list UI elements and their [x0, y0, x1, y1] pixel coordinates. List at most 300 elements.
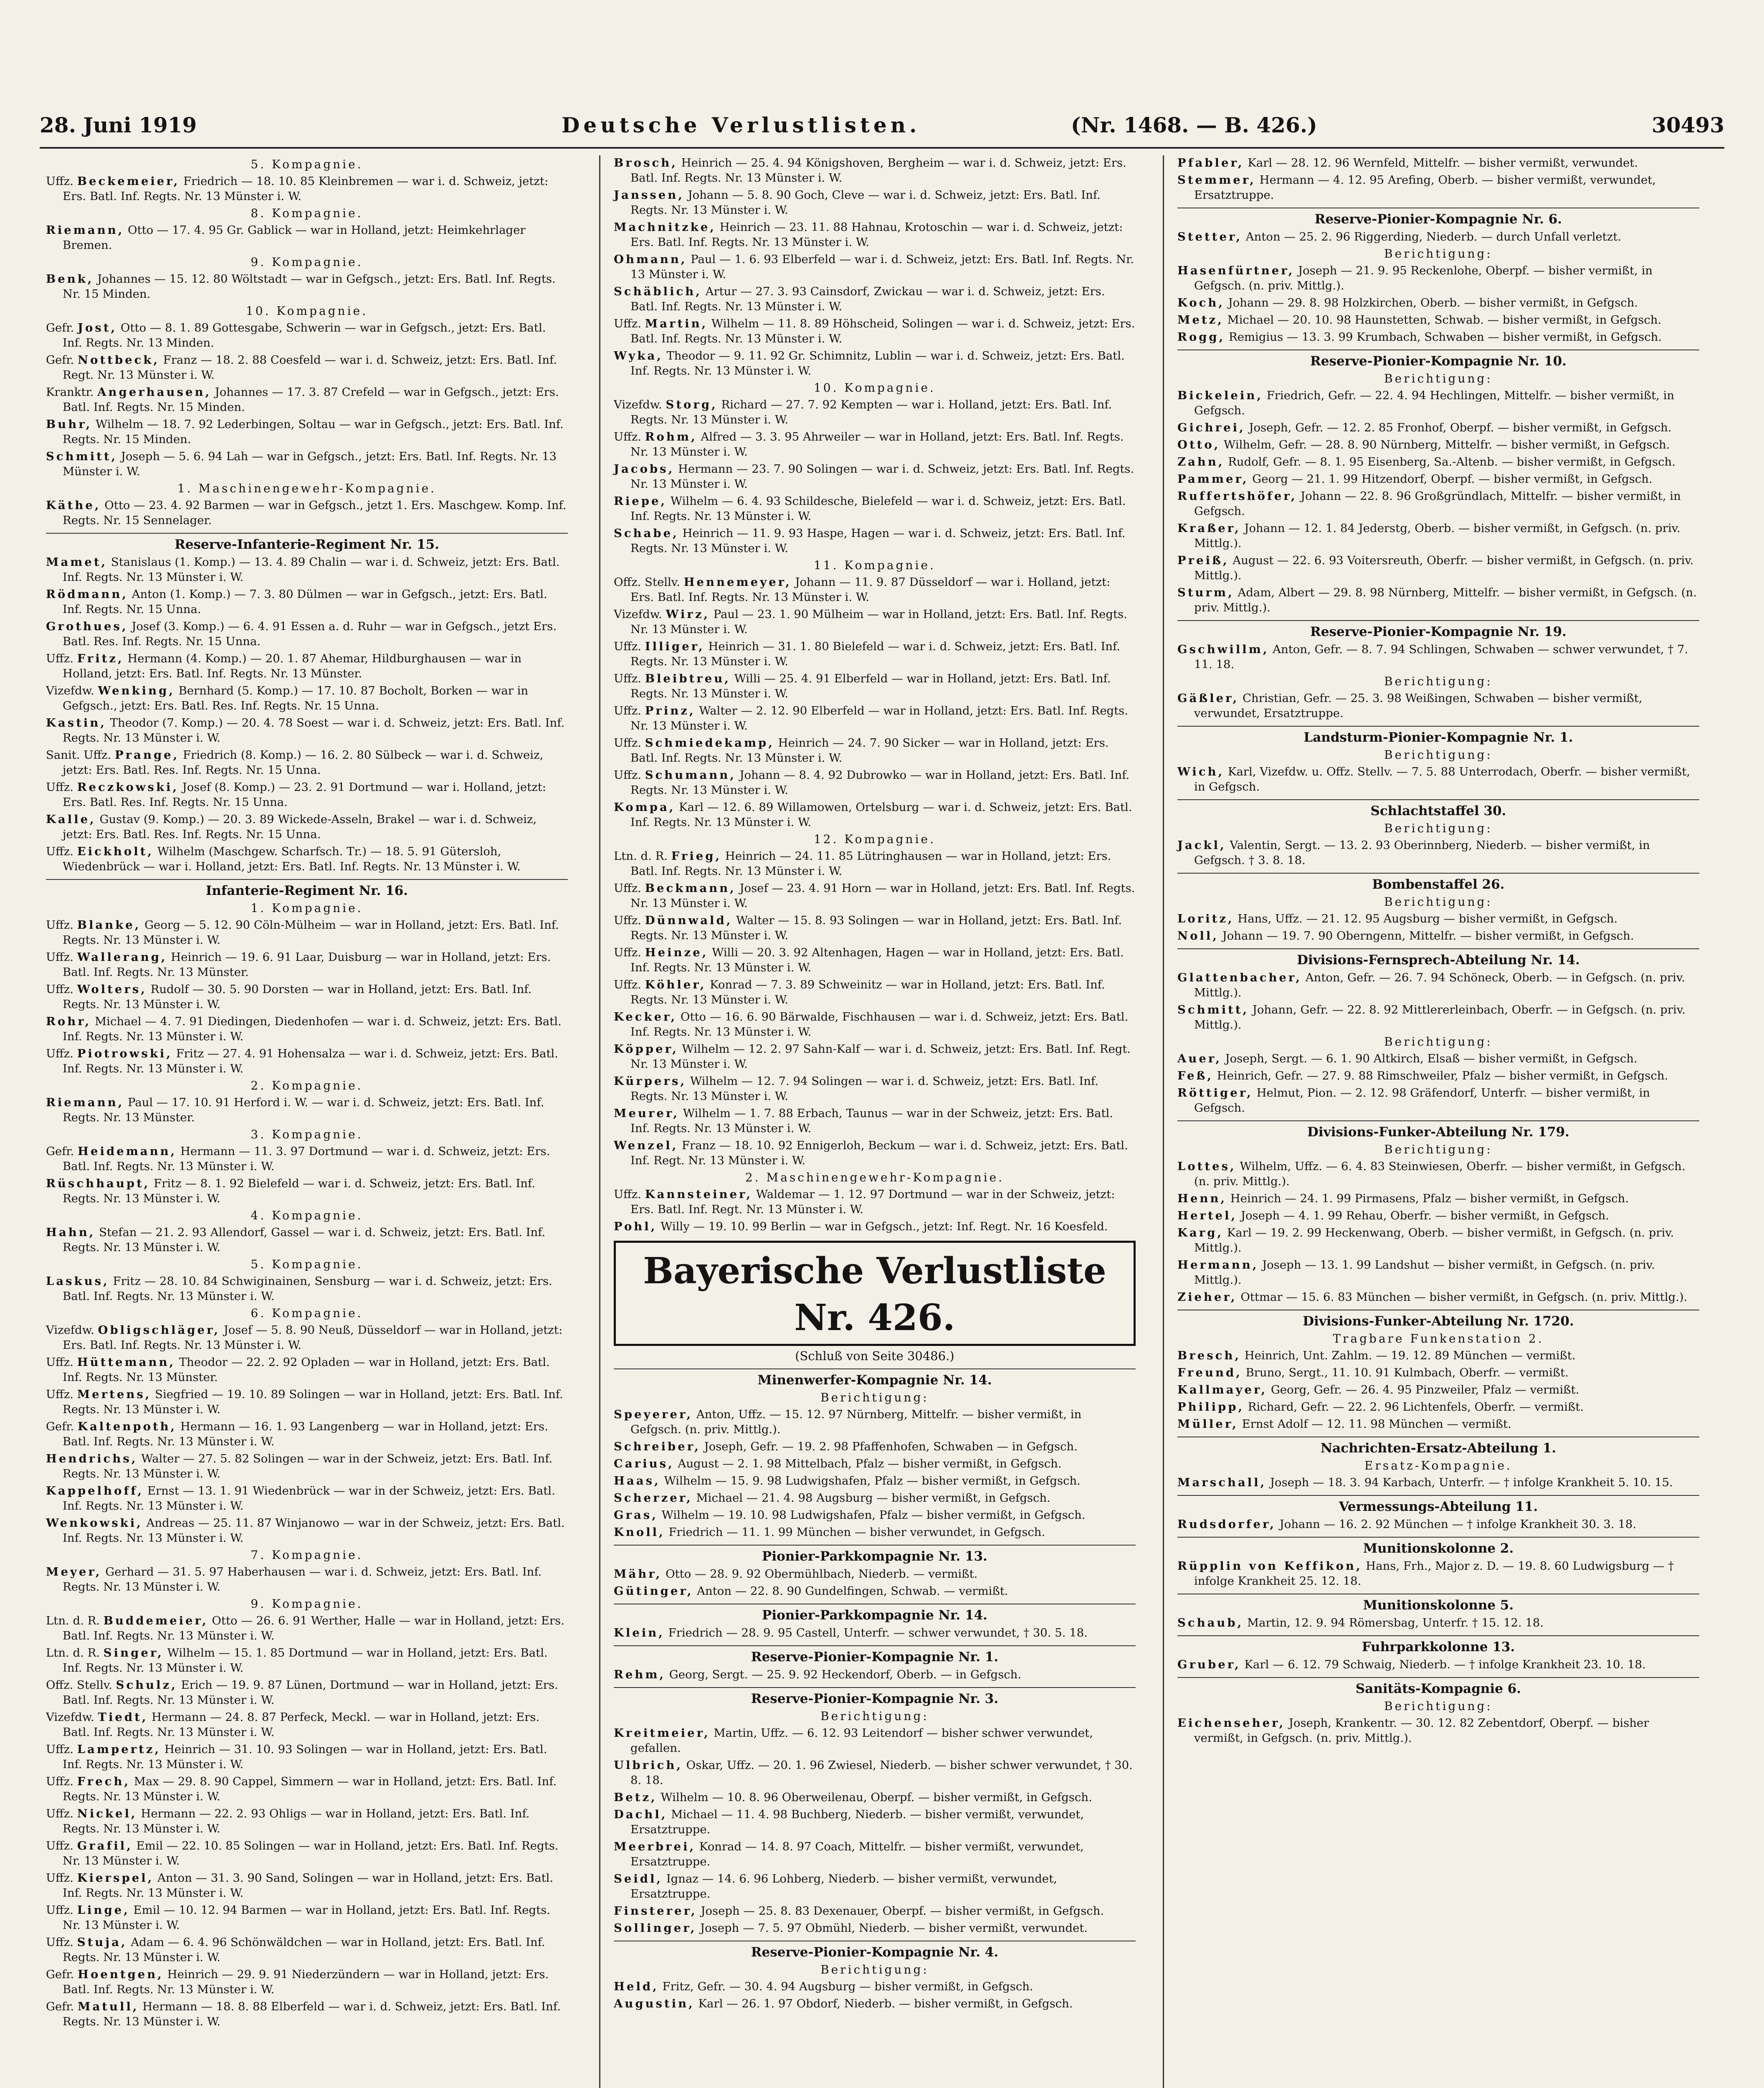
subsection-heading: Berichtigung: — [820, 1709, 929, 1723]
entry-details: Willi — 20. 3. 92 Altenhagen, Hagen — war in Holland, jetzt: Ers. Batl. Inf. Regts. Nr. 13 Münster i. W. — [630, 946, 1124, 974]
casualty-entry — [1177, 1085, 1699, 1115]
entry-name: Tiedt, — [98, 1710, 148, 1724]
entry-name: Zieher, — [1177, 1290, 1237, 1304]
entry-name: Brosch, — [614, 156, 678, 170]
entry-details: Anton, Uffz. — 15. 12. 97 Nürnberg, Mittelfr. — bisher vermißt, in Gefgsch. (n. priv. Mittlg.). — [630, 1408, 1082, 1436]
casualty-entry — [1177, 1290, 1699, 1305]
entry-details: Adam — 6. 4. 96 Schönwäldchen — war in Holland, jetzt: Ers. Batl. Inf. Regts. Nr. 13 Münster i. W. — [63, 1936, 545, 1964]
casualty-entry — [614, 1009, 1136, 1039]
casualty-entry — [614, 913, 1136, 943]
entry-details: Rudolf — 30. 5. 90 Dorsten — war in Holland, jetzt: Ers. Batl. Inf. Regts. Nr. 13 Münster i. W. — [63, 983, 532, 1011]
entry-rank: Uffz. — [614, 882, 641, 895]
entry-details: Friedrich — 28. 9. 95 Castell, Unterfr. — schwer verwundet, † 30. 5. 18. — [668, 1626, 1088, 1639]
entry-details: Ignaz — 14. 6. 96 Lohberg, Niederb. — bisher vermißt, verwundet, Ersatztruppe. — [630, 1872, 1057, 1900]
casualty-entry — [46, 1710, 568, 1740]
casualty-entry — [46, 271, 568, 302]
casualty-entry — [46, 417, 568, 447]
subsection-heading: 8. Kompagnie. — [251, 206, 363, 220]
entry-name: Stuja, — [77, 1936, 127, 1949]
entry-name: Mähr, — [614, 1567, 662, 1581]
entry-name: Schulz, — [116, 1678, 177, 1692]
entry-details: Konrad — 14. 8. 97 Coach, Mittelfr. — bisher vermißt, verwundet, Ersatztruppe. — [630, 1840, 1084, 1868]
entry-name: Janssen, — [614, 188, 684, 202]
entry-details: Konrad — 7. 3. 89 Schweinitz — war in Holland, jetzt: Ers. Batl. Inf. Regts. Nr. 13 Münster i. W. — [630, 978, 1105, 1006]
entry-details: Wilhelm, Gefr. — 28. 8. 90 Nürnberg, Mittelfr. — bisher vermißt, in Gefgsch. — [1224, 438, 1670, 451]
casualty-entry — [46, 1742, 568, 1772]
casualty-entry — [614, 639, 1136, 669]
subsection-heading: 12. Kompagnie. — [813, 832, 936, 846]
header-date: 28. Juni 1919 — [40, 113, 197, 137]
entry-rank: Uffz. — [614, 946, 641, 959]
casualty-entry — [614, 800, 1136, 830]
casualty-entry — [614, 1407, 1136, 1437]
section-heading: Bombenstaffel 26. — [1177, 873, 1699, 892]
casualty-entry — [1177, 489, 1699, 519]
entry-name: Pohl, — [614, 1220, 657, 1233]
casualty-entry — [1177, 420, 1699, 435]
column-3 — [1177, 155, 1699, 1748]
entry-name: Betz, — [614, 1791, 657, 1804]
entry-details: Gustav (9. Komp.) — 20. 3. 89 Wickede-Asseln, Brakel — war i. d. Schweiz, jetzt: Ers. Batl. Res. Inf. Regts. Nr. 15 Unna. — [63, 813, 537, 841]
casualty-entry — [614, 1219, 1136, 1234]
entry-name: Jacobs, — [614, 462, 675, 476]
entry-name: Haas, — [614, 1474, 661, 1487]
casualty-entry — [614, 1807, 1136, 1837]
subsection-heading: 2. Maschinengewehr-Kompagnie. — [745, 1171, 1005, 1184]
entry-name: Frech, — [77, 1775, 131, 1788]
entry-rank: Uffz. — [46, 1743, 73, 1756]
entry-rank: Gefr. — [46, 1145, 74, 1158]
entry-rank: Uffz. — [46, 1356, 73, 1369]
entry-details: Michael — 21. 4. 98 Augsburg — bisher vermißt, in Gefgsch. — [696, 1491, 1050, 1505]
entry-rank: Gefr. — [46, 2000, 74, 2013]
entry-rank: Uffz. — [614, 704, 641, 717]
entry-details: Otto — 17. 4. 95 Gr. Gablick — war in Holland, jetzt: Heimkehrlager Bremen. — [63, 223, 526, 252]
entry-name: Feß, — [1177, 1069, 1213, 1082]
entry-name: Noll, — [1177, 929, 1219, 943]
casualty-entry — [46, 1903, 568, 1933]
entry-name: Kompa, — [614, 801, 676, 814]
entry-name: Preiß, — [1177, 554, 1229, 567]
subsection-heading: Berichtigung: — [1384, 1699, 1493, 1713]
entry-name: Kastin, — [46, 716, 106, 730]
subsection-heading: 10. Kompagnie. — [245, 304, 368, 318]
casualty-entry — [46, 1838, 568, 1868]
entry-details: Theodor (7. Komp.) — 20. 4. 78 Soest — war i. d. Schweiz, jetzt: Ers. Batl. Inf. Regts. Nr. 13 Münster i. W. — [63, 716, 565, 745]
entry-details: Martin, 12. 9. 94 Römersbag, Unterfr. † 15. 12. 18. — [1247, 1616, 1544, 1629]
entry-details: Joseph — 13. 1. 99 Landshut — bisher vermißt, in Gefgsch. (n. priv. Mittlg.). — [1194, 1258, 1655, 1287]
entry-details: Emil — 22. 10. 85 Solingen — war in Holland, jetzt: Ers. Batl. Inf. Regts. Nr. 13 Münster i. W. — [63, 1839, 559, 1868]
casualty-entry — [614, 735, 1136, 765]
casualty-entry — [46, 174, 568, 204]
casualty-entry — [46, 917, 568, 948]
entry-name: Scherzer, — [614, 1491, 693, 1505]
entry-rank: Uffz. — [46, 1807, 73, 1820]
entry-details: Joseph — 4. 1. 99 Rehau, Oberfr. — bisher vermißt, in Gefgsch. — [1240, 1209, 1610, 1222]
list-title-box: Bayerische Verlustliste Nr. 426. — [614, 1241, 1136, 1346]
casualty-entry — [46, 950, 568, 980]
entry-details: Anton — 22. 8. 90 Gundelfingen, Schwab. — vermißt. — [697, 1584, 1008, 1598]
page-header — [40, 113, 1724, 150]
entry-name: Auer, — [1177, 1052, 1222, 1065]
subsection-heading: Berichtigung: — [1384, 748, 1493, 762]
casualty-entry — [614, 526, 1136, 556]
entry-name: Prinz, — [645, 704, 696, 717]
subsection-heading: Berichtigung: — [1384, 372, 1493, 385]
entry-details: Rudolf, Gefr. — 8. 1. 95 Eisenberg, Sa.-Altenb. — bisher vermißt, in Gefgsch. — [1228, 455, 1675, 469]
casualty-entry — [614, 977, 1136, 1007]
entry-name: Riepe, — [614, 494, 667, 508]
entry-details: Ottmar — 15. 6. 83 München — bisher vermißt, in Gefgsch. (n. priv. Mittlg.). — [1240, 1290, 1688, 1304]
entry-name: Beckmann, — [645, 882, 736, 895]
casualty-entry — [614, 1106, 1136, 1136]
casualty-entry — [46, 1645, 568, 1675]
entry-details: Karl — 26. 1. 97 Obdorf, Niederb. — bisher vermißt, in Gefgsch. — [698, 1997, 1073, 2010]
casualty-entry — [1177, 521, 1699, 551]
entry-details: Josef — 5. 8. 90 Neuß, Düsseldorf — war in Holland, jetzt: Ers. Batl. Inf. Regts. Nr. 13 Münster i. W. — [63, 1323, 563, 1352]
casualty-entry — [614, 1566, 1136, 1581]
entry-details: Otto — 28. 9. 92 Obermühlbach, Niederb. — vermißt. — [666, 1567, 978, 1581]
section-heading: Divisions-Funker-Abteilung Nr. 1720. — [1177, 1310, 1699, 1329]
entry-name: Frieg, — [671, 849, 722, 863]
section-heading: Infanterie-Regiment Nr. 16. — [46, 879, 568, 898]
entry-details: Ernst — 13. 1. 91 Wiedenbrück — war in der Schweiz, jetzt: Ers. Batl. Inf. Regts. Nr. 13 Münster i. W. — [63, 1484, 555, 1513]
entry-name: Rehm, — [614, 1668, 666, 1681]
casualty-entry — [614, 1456, 1136, 1471]
entry-name: Philipp, — [1177, 1400, 1245, 1414]
subsection-heading: 5. Kompagnie. — [251, 157, 363, 171]
entry-name: Mamet, — [46, 555, 108, 569]
entry-details: Anton — 31. 3. 90 Sand, Solingen — war in Holland, jetzt: Ers. Batl. Inf. Regts. Nr. 13 Münster i. W. — [63, 1871, 554, 1900]
casualty-entry — [1177, 1208, 1699, 1223]
entry-details: Hermann (4. Komp.) — 20. 1. 87 Ahemar, Hildburghausen — war in Holland, jetzt: Ers. Batl. Inf. Regts. Nr. 13 Münster. — [63, 652, 522, 680]
entry-details: Georg — 5. 12. 90 Cöln-Mülheim — war in Holland, jetzt: Ers. Batl. Inf. Regts. Nr. 13 Münster i. W. — [63, 918, 559, 947]
casualty-entry — [46, 1387, 568, 1417]
casualty-entry — [46, 587, 568, 617]
entry-rank: Gefr. — [46, 321, 74, 334]
entry-rank: Vizefdw. — [614, 608, 662, 621]
entry-name: Schumann, — [645, 768, 736, 782]
entry-rank: Uffz. — [46, 845, 73, 858]
casualty-entry — [46, 1176, 568, 1206]
entry-details: Wilhelm — 12. 7. 94 Solingen — war i. d. Schweiz, jetzt: Ers. Batl. Inf. Regts. Nr. 13 Münster i. W. — [630, 1074, 1098, 1103]
entry-rank: Uffz. — [46, 950, 73, 964]
entry-rank: Uffz. — [46, 983, 73, 996]
entry-rank: Kranktr. — [46, 385, 94, 399]
entry-name: Held, — [614, 1980, 659, 1993]
section-heading: Vermessungs-Abteilung 11. — [1177, 1495, 1699, 1514]
entry-details: Hermann — 22. 2. 93 Ohligs — war in Holland, jetzt: Ers. Batl. Inf. Regts. Nr. 13 Münster i. W. — [63, 1807, 530, 1835]
casualty-entry — [614, 1625, 1136, 1640]
entry-rank: Ltn. d. R. — [46, 1646, 100, 1660]
entry-rank: Gefr. — [46, 1420, 74, 1433]
entry-details: Wilhelm — 15. 9. 98 Ludwigshafen, Pfalz — bisher vermißt, in Gefgsch. — [664, 1474, 1081, 1487]
entry-details: Stefan — 21. 2. 93 Allendorf, Gassel — war i. d. Schweiz, jetzt: Ers. Batl. Inf. Regts. Nr. 13 Münster i. W. — [63, 1226, 546, 1254]
casualty-entry — [1177, 970, 1699, 1000]
casualty-entry — [1177, 454, 1699, 469]
entry-details: Bernhard (5. Komp.) — 17. 10. 87 Bocholt, Borken — war in Gefgsch., jetzt: Ers. Batl. Res. Inf. Regts. Nr. 15 Unna. — [63, 684, 529, 712]
entry-name: Hertel, — [1177, 1209, 1238, 1222]
subsection-heading: 3. Kompagnie. — [251, 1128, 363, 1141]
entry-rank: Ltn. d. R. — [614, 849, 668, 863]
entry-name: Wirz, — [666, 608, 710, 621]
casualty-entry — [1177, 764, 1699, 794]
entry-details: Karl — 28. 12. 96 Wernfeld, Mittelfr. — bisher vermißt, verwundet. — [1248, 156, 1638, 170]
entry-details: Waldemar — 1. 12. 97 Dortmund — war in der Schweiz, jetzt: Ers. Batl. Inf. Regt. Nr. 13 Münster i. W. — [630, 1188, 1115, 1216]
subsection-heading: Berichtigung: — [1384, 1143, 1493, 1156]
entry-name: Nickel, — [77, 1807, 137, 1820]
column-1 — [46, 155, 568, 2031]
entry-rank: Uffz. — [614, 1188, 641, 1201]
casualty-entry — [614, 220, 1136, 250]
entry-rank: Ltn. d. R. — [46, 1614, 100, 1627]
subsection-heading: 5. Kompagnie. — [251, 1257, 363, 1271]
casualty-entry — [614, 284, 1136, 314]
entry-rank: Uffz. — [614, 768, 641, 782]
casualty-entry — [46, 1515, 568, 1546]
entry-details: Joseph — 25. 8. 83 Dexenauer, Oberpf. — bisher vermißt, in Gefgsch. — [701, 1904, 1104, 1918]
section-heading: Reserve-Pionier-Kompagnie Nr. 10. — [1177, 350, 1699, 369]
entry-name: Rohr, — [46, 1015, 91, 1028]
entry-rank: Uffz. — [46, 1936, 73, 1949]
entry-details: Johann — 8. 4. 92 Dubrowko — war in Holland, jetzt: Ers. Batl. Inf. Regts. Nr. 13 Münster i. W. — [630, 768, 1130, 797]
casualty-entry — [46, 352, 568, 383]
header-rule — [40, 147, 1724, 149]
section-heading: Munitionskolonne 5. — [1177, 1594, 1699, 1613]
casualty-entry — [614, 348, 1136, 378]
casualty-entry — [46, 449, 568, 479]
subsection-heading: 11. Kompagnie. — [813, 558, 936, 572]
casualty-entry — [1177, 1615, 1699, 1630]
header-title: Deutsche Verlustlisten. — [562, 113, 921, 137]
entry-details: Heinrich — 29. 9. 91 Niederzündern — war in Holland, jetzt: Ers. Batl. Inf. Regts. Nr. 13 Münster i. W. — [63, 1968, 549, 1996]
section-heading: Minenwerfer-Kompagnie Nr. 14. — [614, 1368, 1136, 1388]
entry-details: Otto — 26. 6. 91 Werther, Halle — war in Holland, jetzt: Ers. Batl. Inf. Regts. Nr. 13 Münster i. W. — [63, 1614, 564, 1642]
entry-details: Karl — 12. 6. 89 Willamowen, Ortelsburg — war i. d. Schweiz, jetzt: Ers. Batl. Inf. Regts. Nr. 13 Münster i. W. — [630, 801, 1132, 829]
entry-rank: Uffz. — [46, 652, 73, 665]
entry-name: Kraßer, — [1177, 522, 1241, 535]
entry-details: Bruno, Sergt., 11. 10. 91 Kulmbach, Oberfr. — vermißt. — [1245, 1366, 1569, 1379]
entry-name: Müller, — [1177, 1417, 1238, 1431]
casualty-entry — [46, 320, 568, 350]
entry-name: Freund, — [1177, 1366, 1242, 1379]
subsection-heading: Ersatz-Kompagnie. — [1364, 1459, 1512, 1472]
casualty-entry — [1177, 1002, 1699, 1032]
subsection-heading: Berichtigung: — [1384, 247, 1493, 261]
entry-name: Wenzel, — [614, 1139, 678, 1152]
entry-rank: Uffz. — [46, 1047, 73, 1060]
casualty-entry — [1177, 1517, 1699, 1532]
subsection-heading: Tragbare Funkenstation 2. — [1333, 1332, 1544, 1346]
entry-details: Wilhelm — 6. 4. 93 Schildesche, Bielefeld — war i. d. Schweiz, jetzt: Ers. Batl. Inf. Regts. Nr. 13 Münster i. W. — [630, 494, 1126, 523]
entry-name: Karg, — [1177, 1226, 1224, 1239]
casualty-entry — [46, 1870, 568, 1900]
subsection-heading: 10. Kompagnie. — [813, 381, 936, 395]
casualty-entry — [614, 1138, 1136, 1168]
entry-name: Finsterer, — [614, 1904, 697, 1918]
entry-name: Grafil, — [77, 1839, 133, 1852]
casualty-entry — [46, 1483, 568, 1513]
entry-details: Johann — 29. 8. 98 Holzkirchen, Oberb. — bisher vermißt, in Gefgsch. — [1228, 296, 1638, 309]
entry-name: Rüpplin von Keffikon, — [1177, 1559, 1362, 1573]
entry-rank: Uffz. — [614, 672, 641, 685]
entry-name: Eichenseher, — [1177, 1716, 1286, 1730]
entry-name: Carius, — [614, 1457, 674, 1470]
entry-details: Fritz — 28. 10. 84 Schwiginainen, Sensburg — war i. d. Schweiz, jetzt: Ers. Batl. Inf. Regts. Nr. 13 Münster i. W. — [63, 1275, 552, 1303]
casualty-entry — [614, 1758, 1136, 1788]
entry-details: Heinrich, Gefr. — 27. 9. 88 Rimschweiler, Pfalz — bisher vermißt, in Gefgsch. — [1217, 1069, 1668, 1082]
casualty-entry — [46, 223, 568, 253]
entry-details: Fritz — 27. 4. 91 Hohensalza — war i. d. Schweiz, jetzt: Ers. Batl. Inf. Regts. Nr. 13 Münster i. W. — [63, 1047, 558, 1075]
entry-name: Benk, — [46, 272, 94, 286]
entry-name: Marschall, — [1177, 1476, 1267, 1489]
section-heading: Reserve-Infanterie-Regiment Nr. 15. — [46, 533, 568, 552]
entry-details: Anton, Gefr. — 8. 7. 94 Schlingen, Schwaben — schwer verwundet, † 7. 11. 18. — [1194, 643, 1688, 671]
subsection-heading: 9. Kompagnie. — [251, 255, 363, 269]
casualty-entry — [46, 1095, 568, 1125]
entry-details: Wilhelm, Uffz. — 6. 4. 83 Steinwiesen, Oberfr. — bisher vermißt, in Gefgsch. (n. priv. Mittlg.). — [1194, 1160, 1686, 1188]
entry-details: Otto — 23. 4. 92 Barmen — war in Gefgsch., jetzt 1. Ers. Maschgew. Komp. Inf. Regts. Nr. 15 Sennelager. — [63, 499, 567, 527]
casualty-entry — [46, 1323, 568, 1353]
entry-name: Meerbrei, — [614, 1840, 696, 1853]
entry-details: Wilhelm — 18. 7. 92 Lederbingen, Soltau — war in Gefgsch., jetzt: Ers. Batl. Inf. Regts. Nr. 15 Minden. — [63, 418, 564, 446]
entry-details: Artur — 27. 3. 93 Cainsdorf, Zwickau — war i. d. Schweiz, jetzt: Ers. Batl. Inf. Regts. Nr. 13 Münster i. W. — [630, 285, 1105, 313]
entry-details: Johannes — 17. 3. 87 Crefeld — war in Gefgsch., jetzt: Ers. Batl. Inf. Regts. Nr. 15 Minden. — [63, 385, 559, 414]
entry-name: Heidemann, — [78, 1145, 177, 1158]
entry-rank: Gefr. — [46, 1968, 74, 1981]
entry-details: Hermann — 11. 3. 97 Dortmund — war i. d. Schweiz, jetzt: Ers. Batl. Inf. Regts. Nr. 13 Münster i. W. — [63, 1145, 550, 1173]
entry-name: Blanke, — [77, 918, 141, 932]
casualty-entry — [614, 252, 1136, 282]
entry-name: Reczkowski, — [77, 780, 179, 794]
casualty-entry — [46, 1677, 568, 1708]
entry-name: Ohmann, — [614, 253, 687, 266]
entry-rank: Uffz. — [46, 1388, 73, 1401]
entry-details: August — 22. 6. 93 Voitersreuth, Oberfr. — bisher vermißt, in Gefgsch. (n. priv. Mittlg.). — [1194, 554, 1694, 582]
entry-details: Georg, Sergt. — 25. 9. 92 Heckendorf, Oberb. — in Gefgsch. — [669, 1668, 1022, 1681]
casualty-entry — [46, 1014, 568, 1044]
section-heading: Nachrichten-Ersatz-Abteilung 1. — [1177, 1437, 1699, 1456]
entry-rank: Uffz. — [46, 1839, 73, 1852]
entry-name: Dünnwald, — [645, 914, 733, 927]
casualty-entry — [1177, 263, 1699, 293]
section-heading: Pionier-Parkkompagnie Nr. 13. — [614, 1545, 1136, 1564]
entry-name: Buddemeier, — [103, 1614, 208, 1627]
entry-details: Heinrich — 25. 4. 94 Königshoven, Bergheim — war i. d. Schweiz, jetzt: Ers. Batl. Inf. Regts. Nr. 13 Münster i. W. — [630, 156, 1126, 185]
entry-details: Heinrich — 11. 9. 93 Haspe, Hagen — war i. d. Schweiz, jetzt: Ers. Batl. Inf. Regts. Nr. 13 Münster i. W. — [630, 527, 1126, 555]
section-heading: Divisions-Funker-Abteilung Nr. 179. — [1177, 1120, 1699, 1140]
casualty-entry — [614, 849, 1136, 879]
casualty-entry — [1177, 229, 1699, 244]
entry-details: Johann — 22. 8. 96 Großgründlach, Mittelfr. — bisher vermißt, in Gefgsch. — [1194, 489, 1681, 518]
entry-details: Martin, Uffz. — 6. 12. 93 Leitendorf — bisher schwer verwundet, gefallen. — [630, 1726, 1093, 1755]
subsection-heading: 4. Kompagnie. — [251, 1209, 363, 1222]
entry-name: Kannsteiner, — [645, 1188, 753, 1201]
entry-name: Wyka, — [614, 349, 663, 362]
entry-name: Lampertz, — [77, 1743, 161, 1756]
continuation-note: (Schluß von Seite 30486.) — [795, 1349, 954, 1363]
entry-name: Linge, — [77, 1903, 130, 1917]
casualty-entry — [46, 1046, 568, 1076]
entry-name: Meurer, — [614, 1107, 679, 1120]
entry-name: Hendrichs, — [46, 1452, 138, 1465]
entry-details: Johann — 5. 8. 90 Goch, Cleve — war i. d. Schweiz, jetzt: Ers. Batl. Inf. Regts. Nr. 13 Münster i. W. — [630, 188, 1101, 217]
entry-details: Heinrich — 24. 7. 90 Sicker — war in Holland, jetzt: Ers. Batl. Inf. Regts. Nr. 13 Münster i. W. — [630, 736, 1109, 765]
casualty-entry — [614, 1508, 1136, 1523]
entry-details: Theodor — 22. 2. 92 Opladen — war in Holland, jetzt: Ers. Batl. Inf. Regts. Nr. 13 Münster. — [63, 1356, 550, 1384]
entry-name: Jost, — [78, 321, 117, 334]
entry-rank: Uffz. — [614, 736, 641, 750]
entry-name: Prange, — [114, 748, 180, 762]
entry-rank: Uffz. — [46, 918, 73, 932]
subsection-heading: 1. Kompagnie. — [251, 901, 363, 915]
casualty-entry — [1177, 585, 1699, 615]
entry-name: Hoentgen, — [78, 1968, 164, 1981]
casualty-entry — [46, 1935, 568, 1965]
entry-name: Wenking, — [98, 684, 175, 697]
entry-details: Heinrich — 24. 1. 99 Pirmasens, Pfalz — bisher vermißt, in Gefgsch. — [1230, 1192, 1629, 1205]
entry-name: Koch, — [1177, 296, 1225, 309]
subsection-heading: 9. Kompagnie. — [251, 1597, 363, 1611]
subsection-heading: Berichtigung: — [1384, 821, 1493, 835]
subsection-heading: 6. Kompagnie. — [251, 1306, 363, 1320]
entry-details: Johannes — 15. 12. 80 Wöltstadt — war in Gefgsch., jetzt: Ers. Batl. Inf. Regts. Nr. 15 Minden. — [63, 272, 556, 301]
entry-name: Lottes, — [1177, 1160, 1236, 1173]
entry-details: Wilhelm — 12. 2. 97 Sahn-Kalf — war i. d. Schweiz, jetzt: Ers. Batl. Inf. Regt. Nr. 13 Münster i. W. — [630, 1042, 1131, 1071]
casualty-entry — [46, 1564, 568, 1594]
casualty-entry — [46, 555, 568, 585]
casualty-entry — [614, 1439, 1136, 1454]
entry-rank: Vizefdw. — [614, 398, 662, 411]
entry-name: Gschwillm, — [1177, 643, 1269, 656]
section-heading: Sanitäts-Kompagnie 6. — [1177, 1677, 1699, 1696]
entry-rank: Uffz. — [614, 914, 641, 927]
casualty-entry — [1177, 388, 1699, 418]
entry-details: Wilhelm — 1. 7. 88 Erbach, Taunus — war in der Schweiz, jetzt: Ers. Batl. Inf. Regts. Nr. 13 Münster i. W. — [630, 1107, 1114, 1135]
entry-name: Seidl, — [614, 1872, 663, 1885]
entry-details: Georg, Gefr. — 26. 4. 95 Pinzweiler, Pfalz — vermißt. — [1270, 1383, 1579, 1396]
header-issue: (Nr. 1468. — B. 426.) — [1071, 113, 1317, 137]
entry-details: Wilhelm — 10. 8. 96 Oberweilenau, Oberpf. — bisher vermißt, in Gefgsch. — [661, 1791, 1092, 1804]
entry-details: Joseph — 7. 5. 97 Obmühl, Niederb. — bisher vermißt, verwundet. — [700, 1921, 1088, 1935]
entry-name: Bickelein, — [1177, 389, 1263, 402]
entry-details: Karl — 6. 12. 79 Schwaig, Niederb. — † infolge Krankheit 23. 10. 18. — [1244, 1658, 1646, 1671]
entry-details: Wilhelm — 19. 10. 98 Ludwigshafen, Pfalz — bisher vermißt, in Gefgsch. — [661, 1508, 1086, 1522]
entry-name: Augustin, — [614, 1997, 695, 2010]
entry-name: Metz, — [1177, 313, 1224, 327]
casualty-entry — [1177, 1399, 1699, 1414]
casualty-entry — [46, 1274, 568, 1304]
entry-name: Rudsdorfer, — [1177, 1518, 1276, 1531]
entry-name: Gruber, — [1177, 1658, 1241, 1671]
entry-name: Sturm, — [1177, 586, 1234, 599]
entry-name: Schaub, — [1177, 1616, 1244, 1629]
entry-name: Gichrei, — [1177, 421, 1245, 434]
casualty-entry — [46, 1613, 568, 1643]
entry-rank: Vizefdw. — [46, 1710, 94, 1724]
entry-details: August — 2. 1. 98 Mittelbach, Pfalz — bisher vermißt, in Gefgsch. — [678, 1457, 1062, 1470]
entry-rank: Vizefdw. — [46, 1323, 94, 1337]
entry-name: Kierspel, — [77, 1871, 154, 1885]
subsection-heading: 2. Kompagnie. — [251, 1079, 363, 1092]
section-heading: Reserve-Pionier-Kompagnie Nr. 4. — [614, 1941, 1136, 1960]
entry-details: Joseph, Krankentr. — 30. 12. 82 Zebentdorf, Oberpf. — bisher vermißt, in Gefgsch. (n. priv. Mittlg.). — [1194, 1716, 1649, 1745]
entry-details: Richard, Gefr. — 22. 2. 96 Lichtenfels, Oberfr. — vermißt. — [1248, 1400, 1584, 1414]
entry-details: Joseph, Gefr. — 19. 2. 98 Pfaffenhofen, Schwaben — in Gefgsch. — [704, 1440, 1078, 1453]
entry-details: Valentin, Sergt. — 13. 2. 93 Oberinnberg, Niederb. — bisher vermißt, in Gefgsch. † 3. 8. 18. — [1194, 839, 1650, 867]
casualty-entry — [46, 748, 568, 778]
entry-name: Kreitmeier, — [614, 1726, 710, 1740]
